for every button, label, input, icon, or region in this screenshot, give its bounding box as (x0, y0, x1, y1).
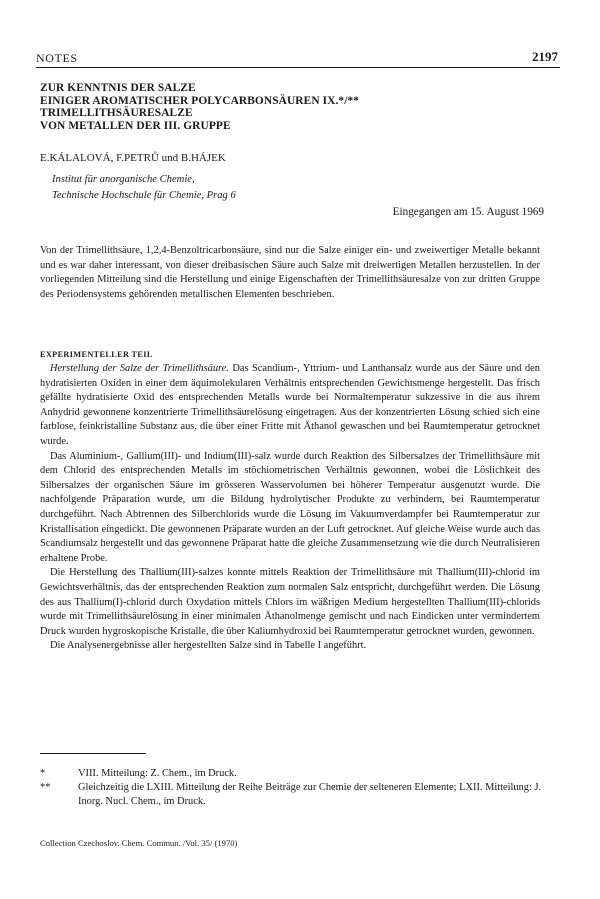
section-heading: EXPERIMENTELLER TEIL (40, 350, 153, 359)
paragraph (40, 362, 540, 450)
footnote-rule (40, 753, 146, 754)
footnote-mark: * (40, 768, 46, 779)
footnote (40, 767, 560, 781)
footnotes (40, 767, 560, 809)
header-rule (36, 67, 560, 68)
footnote-text: Gleichzeitig die LXIII. Mitteilung der Reihe Beiträge zur Chemie der selteneren Elemente; LXII. Mitteilung: J. Inorg. Nucl. Chem., im Druck. (78, 782, 542, 807)
affiliation (52, 172, 236, 203)
article-title (40, 82, 560, 132)
paragraph-text: Das Scandium-, Yttrium- und Lanthansalz wurde aus der Säure und den hydratisierten Oxiden in einer dem äquimolekularen Verhältnis entsprechenden Gewichtsmenge hergestellt. Das frisch gefällte hydratisierte Oxid des entsprechenden Metalls wurde bei Normaltemperatur sukzessive in die aus ihrem Anhydrid gewonnene konzentrierte Trimellithsäurelösung eingetragen. Aus der konzentrierten Lösung schied sich eine farblose, feinkristalline Substanz aus, die über einer Fritte mit Äthanol gewaschen und bei Raumtemperatur getrocknet wurde. (40, 363, 540, 447)
paragraph: Das Aluminium-, Gallium(III)- und Indium(III)-salz wurde durch Reaktion des Silbersalzes der Trimellithsäure mit dem Chlorid des entsprechenden Metalls im stöchiometrischen Verhältnis gewonnen, wobei die Löslichkeit des Silbersalzes der organischen Säure im grösseren Wasservolumen bei höherer Temperatur ausgenutzt wurde. Die nachfolgende Präparation wurde, um die Bildung hydrolytischer Produkte zu verhindern, bei Raumtemperatur durchgeführt. Nach Abtrennen des Silberchlorids wurde die Lösung im Vakuumverdampfer bei Raumtemperatur zur Kristallisation eingedickt. Die gewonnenen Präparate wurden an der Luft getrocknet. Auf gleiche Weise wurde auch das Scandiumsalz hergestellt und das gewonnene Präparat hatte die gleiche Zusammensetzung wie die durch Neutralisieren erhaltene Probe. (40, 450, 540, 564)
title-line: EINIGER AROMATISCHER POLYCARBONSÄUREN IX.*/** (40, 94, 360, 107)
title-line: TRIMELLITHSÄURESALZE (40, 107, 193, 120)
paragraph: Die Analysenergebnisse aller hergestellten Salze sind in Tabelle I angeführt. (50, 640, 367, 652)
title-line: ZUR KENNTNIS DER SALZE (40, 82, 196, 94)
experimental-body (40, 362, 540, 654)
authors: E.KÁLALOVÁ, F.PETRŮ und B.HÁJEK (40, 152, 226, 164)
introduction-paragraph: Von der Trimellithsäure, 1,2,4-Benzoltricarbonsäure, sind nur die Salze einiger ein- und zweiwertiger Metalle bekannt und es war daher interessant, von dieser dreibasischen Säure auch Salze mit dreiwertigen Metallen herzustellen. In der vorliegenden Mitteilung sind die Herstellung und einige Eigenschaften der Trimellithsäuresalze von zur dritten Gruppe des Periodensystems gehörenden metallischen Elementen beschrieben. (40, 245, 540, 300)
journal-footer: Collection Czechoslov. Chem. Commun. /Vol. 35/ (1970) (40, 838, 238, 848)
paragraph-lead-italic: Herstellung der Salze der Trimellithsäure. (50, 363, 229, 374)
paragraph: Die Herstellung des Thallium(III)-salzes konnte mittels Reaktion der Trimellithsäure mit Thallium(III)-chlorid im Gewichtsverhältnis, das der entsprechenden Reaktion zum normalen Salz entspricht, durchgeführt werden. Die Lösung des aus Thallium(I)-chlorid durch Oxydation mittels Chlors im wäßrigen Medium hergestellten Thallium(III)-chlorids wurde mit Trimellithsäurelösung in einer minimalen Äthanolmenge gemischt und nach Eindicken unter vermindertem Druck wurden hygroskopische Kristalle, die über Kaliumhydroxid bei Raumtemperatur getrocknet wurden, gewonnen. (40, 567, 540, 637)
affiliation-line: Institut für anorganische Chemie, (52, 174, 195, 185)
page-number: 2197 (532, 49, 558, 64)
received-date: Eingegangen am 15. August 1969 (392, 206, 544, 218)
title-line: VON METALLEN DER III. GRUPPE (40, 119, 231, 132)
footnote-text: VIII. Mitteilung: Z. Chem., im Druck. (78, 768, 237, 779)
footnote-mark: ** (40, 782, 51, 793)
running-header-section: NOTES (36, 51, 78, 65)
footnote (40, 781, 560, 809)
affiliation-line: Technische Hochschule für Chemie, Prag 6 (52, 189, 236, 201)
